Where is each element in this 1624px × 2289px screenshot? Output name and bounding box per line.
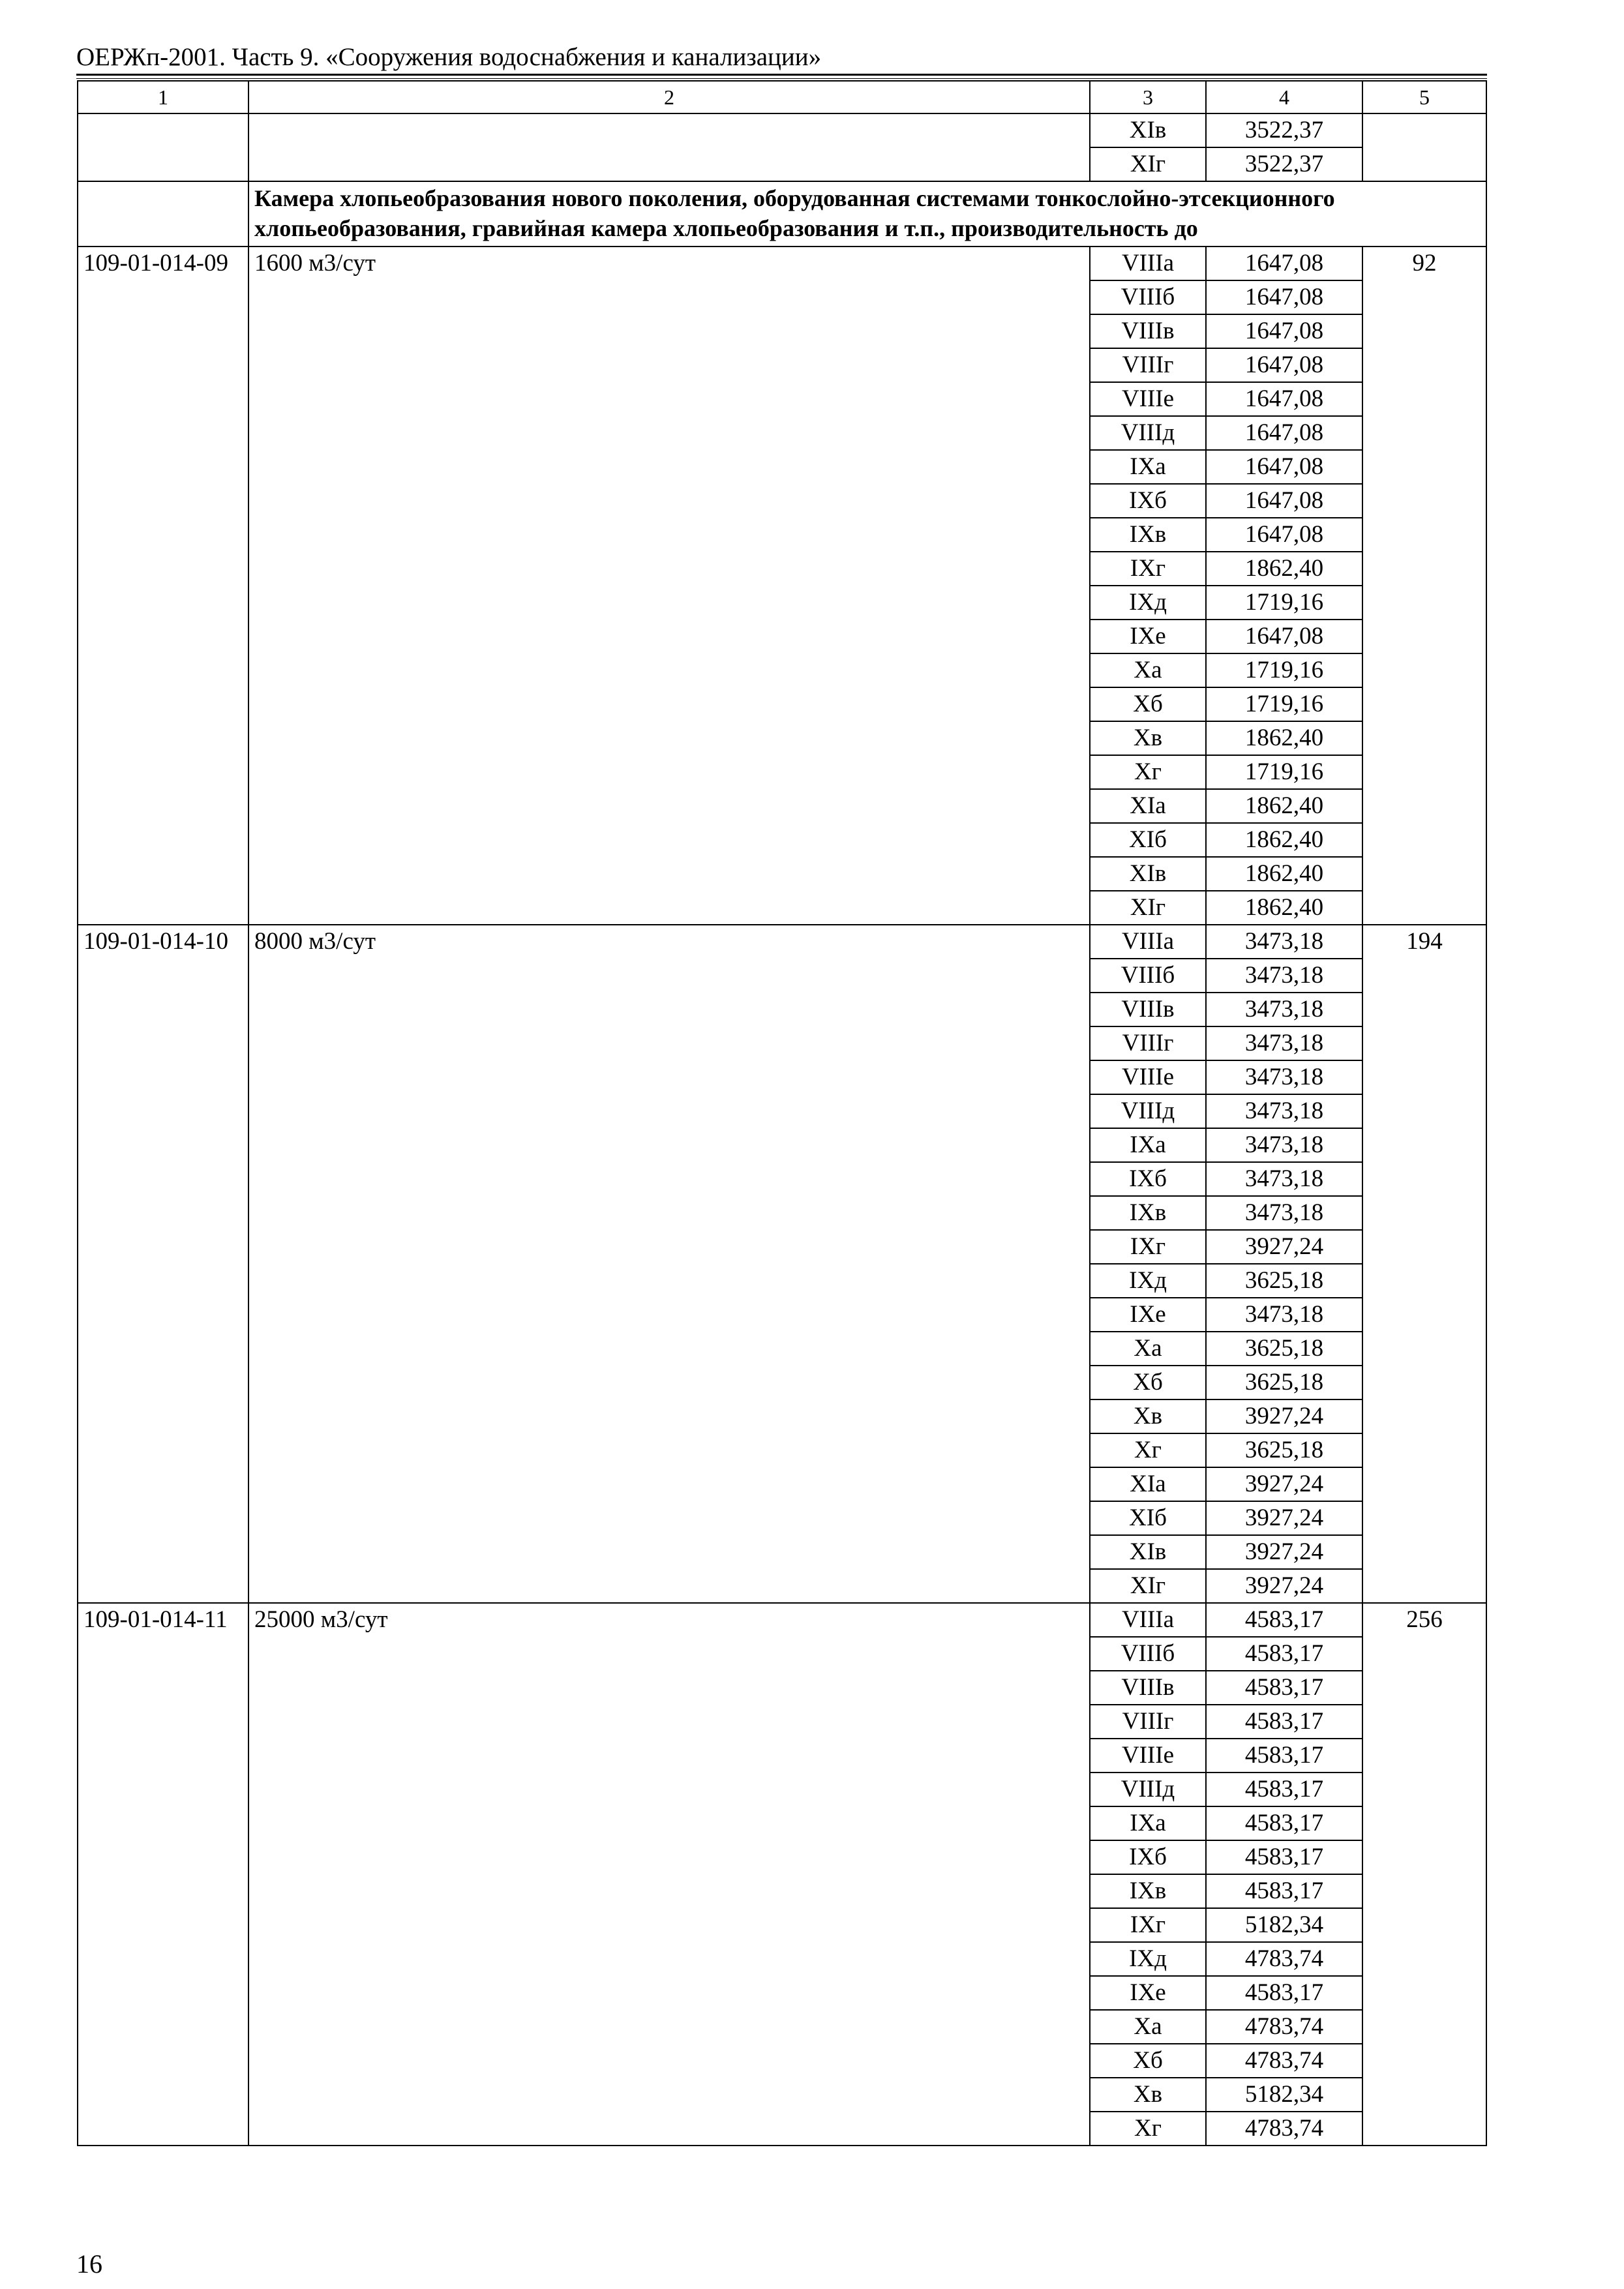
value-cell: 3927,24 xyxy=(1206,1569,1362,1603)
value-cell: 4583,17 xyxy=(1206,1739,1362,1773)
value-cell: 1862,40 xyxy=(1206,789,1362,823)
zone-cell: IXб xyxy=(1090,1840,1206,1874)
zone-cell: Xг xyxy=(1090,755,1206,789)
zone-cell: VIIIа xyxy=(1090,247,1206,280)
value-cell: 1647,08 xyxy=(1206,314,1362,348)
zone-cell: VIIIв xyxy=(1090,314,1206,348)
value-cell: 1647,08 xyxy=(1206,382,1362,416)
zone-cell: Xг xyxy=(1090,2112,1206,2146)
zone-cell: IXв xyxy=(1090,1196,1206,1230)
value-cell: 4783,74 xyxy=(1206,2010,1362,2044)
value-cell: 1647,08 xyxy=(1206,348,1362,382)
zone-cell: Xб xyxy=(1090,1366,1206,1399)
section-code-cell xyxy=(78,181,248,247)
value-cell: 4583,17 xyxy=(1206,1806,1362,1840)
zone-cell: IXе xyxy=(1090,620,1206,653)
header-rule-thin xyxy=(76,78,1487,79)
zone-cell: Xа xyxy=(1090,2010,1206,2044)
value-cell: 1647,08 xyxy=(1206,416,1362,450)
value-cell: 1647,08 xyxy=(1206,620,1362,653)
value-cell: 3473,18 xyxy=(1206,1162,1362,1196)
value-cell: 3927,24 xyxy=(1206,1501,1362,1535)
description-cell: 8000 м3/сут xyxy=(248,925,1090,1603)
table-row xyxy=(78,1603,1486,1637)
value-cell: 3625,18 xyxy=(1206,1264,1362,1298)
zone-cell: XIг xyxy=(1090,147,1206,181)
value-cell: 1647,08 xyxy=(1206,247,1362,280)
value-cell: 3522,37 xyxy=(1206,113,1362,147)
value-cell: 3473,18 xyxy=(1206,959,1362,993)
value-cell: 5182,34 xyxy=(1206,1908,1362,1942)
rates-table xyxy=(77,80,1487,2146)
zone-cell: VIIIб xyxy=(1090,280,1206,314)
zone-cell: VIIIа xyxy=(1090,1603,1206,1637)
zone-cell: Xв xyxy=(1090,721,1206,755)
header-rule xyxy=(76,74,1487,76)
column-number-3: 3 xyxy=(1090,81,1206,113)
value-cell: 1647,08 xyxy=(1206,484,1362,518)
value-cell: 1719,16 xyxy=(1206,653,1362,687)
value-cell: 3473,18 xyxy=(1206,1298,1362,1332)
description-cell xyxy=(248,113,1090,181)
zone-cell: IXа xyxy=(1090,1806,1206,1840)
value-cell: 3927,24 xyxy=(1206,1535,1362,1569)
value-cell: 4783,74 xyxy=(1206,2044,1362,2078)
zone-cell: IXб xyxy=(1090,1162,1206,1196)
value-cell: 4583,17 xyxy=(1206,1705,1362,1739)
zone-cell: IXв xyxy=(1090,1874,1206,1908)
zone-cell: XIв xyxy=(1090,1535,1206,1569)
value-cell: 4583,17 xyxy=(1206,1671,1362,1705)
zone-cell: Xг xyxy=(1090,1433,1206,1467)
value-cell: 1862,40 xyxy=(1206,891,1362,925)
zone-cell: VIIIб xyxy=(1090,1637,1206,1671)
zone-cell: Xб xyxy=(1090,687,1206,721)
value-cell: 3473,18 xyxy=(1206,993,1362,1026)
value-cell: 1719,16 xyxy=(1206,687,1362,721)
zone-cell: VIIIд xyxy=(1090,1773,1206,1806)
value-cell: 3625,18 xyxy=(1206,1433,1362,1467)
zone-cell: VIIIв xyxy=(1090,1671,1206,1705)
table-row xyxy=(78,925,1486,959)
value-cell: 1862,40 xyxy=(1206,823,1362,857)
table-row xyxy=(78,247,1486,280)
value-cell: 3473,18 xyxy=(1206,1094,1362,1128)
value-cell: 1862,40 xyxy=(1206,552,1362,586)
table-header-row xyxy=(78,81,1486,113)
value-cell: 3927,24 xyxy=(1206,1230,1362,1264)
value-cell: 1719,16 xyxy=(1206,755,1362,789)
zone-cell: IXа xyxy=(1090,450,1206,484)
zone-cell: Xа xyxy=(1090,1332,1206,1366)
zone-cell: XIг xyxy=(1090,1569,1206,1603)
col5-cell: 256 xyxy=(1362,1603,1486,2146)
value-cell: 3625,18 xyxy=(1206,1332,1362,1366)
zone-cell: IXг xyxy=(1090,1908,1206,1942)
value-cell: 1647,08 xyxy=(1206,450,1362,484)
zone-cell: XIв xyxy=(1090,113,1206,147)
value-cell: 3625,18 xyxy=(1206,1366,1362,1399)
col5-cell xyxy=(1362,113,1486,181)
value-cell: 3522,37 xyxy=(1206,147,1362,181)
page-number: 16 xyxy=(76,2249,102,2279)
zone-cell: IXг xyxy=(1090,1230,1206,1264)
value-cell: 3473,18 xyxy=(1206,1026,1362,1060)
page-header-title: ОЕРЖп-2001. Часть 9. «Сооружения водоснабжения и канализации» xyxy=(76,43,822,71)
zone-cell: XIа xyxy=(1090,789,1206,823)
code-cell: 109-01-014-10 xyxy=(78,925,248,1603)
zone-cell: XIб xyxy=(1090,823,1206,857)
value-cell: 3927,24 xyxy=(1206,1467,1362,1501)
section-title: Камера хлопьеобразования нового поколения, оборудованная системами тонкослойно-этсекционного хлопьеобразования, гравийная камера хлопьеобразования и т.п., производительность до xyxy=(248,181,1486,247)
value-cell: 4583,17 xyxy=(1206,1637,1362,1671)
zone-cell: VIIIв xyxy=(1090,993,1206,1026)
code-cell: 109-01-014-09 xyxy=(78,247,248,925)
value-cell: 1862,40 xyxy=(1206,857,1362,891)
zone-cell: VIIIд xyxy=(1090,416,1206,450)
value-cell: 1647,08 xyxy=(1206,280,1362,314)
value-cell: 1862,40 xyxy=(1206,721,1362,755)
col5-cell: 92 xyxy=(1362,247,1486,925)
code-cell: 109-01-014-11 xyxy=(78,1603,248,2146)
zone-cell: XIа xyxy=(1090,1467,1206,1501)
value-cell: 4583,17 xyxy=(1206,1874,1362,1908)
value-cell: 3927,24 xyxy=(1206,1399,1362,1433)
zone-cell: VIIIб xyxy=(1090,959,1206,993)
column-number-2: 2 xyxy=(248,81,1090,113)
zone-cell: IXд xyxy=(1090,586,1206,620)
value-cell: 4583,17 xyxy=(1206,1603,1362,1637)
value-cell: 3473,18 xyxy=(1206,1060,1362,1094)
zone-cell: Xа xyxy=(1090,653,1206,687)
zone-cell: IXв xyxy=(1090,518,1206,552)
value-cell: 4783,74 xyxy=(1206,2112,1362,2146)
zone-cell: VIIIе xyxy=(1090,1739,1206,1773)
zone-cell: IXб xyxy=(1090,484,1206,518)
table-row xyxy=(78,113,1486,147)
column-number-4: 4 xyxy=(1206,81,1362,113)
value-cell: 3473,18 xyxy=(1206,1128,1362,1162)
zone-cell: VIIIе xyxy=(1090,1060,1206,1094)
value-cell: 4583,17 xyxy=(1206,1840,1362,1874)
column-number-1: 1 xyxy=(78,81,248,113)
value-cell: 4583,17 xyxy=(1206,1773,1362,1806)
zone-cell: XIг xyxy=(1090,891,1206,925)
zone-cell: XIб xyxy=(1090,1501,1206,1535)
section-title-row xyxy=(78,181,1486,247)
value-cell: 4583,17 xyxy=(1206,1976,1362,2010)
zone-cell: Xв xyxy=(1090,1399,1206,1433)
zone-cell: VIIIе xyxy=(1090,382,1206,416)
zone-cell: IXе xyxy=(1090,1976,1206,2010)
description-cell: 1600 м3/сут xyxy=(248,247,1090,925)
zone-cell: IXа xyxy=(1090,1128,1206,1162)
value-cell: 3473,18 xyxy=(1206,1196,1362,1230)
zone-cell: VIIIд xyxy=(1090,1094,1206,1128)
zone-cell: VIIIг xyxy=(1090,1705,1206,1739)
value-cell: 1719,16 xyxy=(1206,586,1362,620)
col5-cell: 194 xyxy=(1362,925,1486,1603)
code-cell xyxy=(78,113,248,181)
zone-cell: Xв xyxy=(1090,2078,1206,2112)
zone-cell: Xб xyxy=(1090,2044,1206,2078)
zone-cell: IXд xyxy=(1090,1264,1206,1298)
value-cell: 5182,34 xyxy=(1206,2078,1362,2112)
description-cell: 25000 м3/сут xyxy=(248,1603,1090,2146)
value-cell: 1647,08 xyxy=(1206,518,1362,552)
zone-cell: VIIIг xyxy=(1090,348,1206,382)
value-cell: 3473,18 xyxy=(1206,925,1362,959)
value-cell: 4783,74 xyxy=(1206,1942,1362,1976)
zone-cell: XIв xyxy=(1090,857,1206,891)
zone-cell: VIIIг xyxy=(1090,1026,1206,1060)
zone-cell: IXе xyxy=(1090,1298,1206,1332)
zone-cell: VIIIа xyxy=(1090,925,1206,959)
zone-cell: IXд xyxy=(1090,1942,1206,1976)
column-number-5: 5 xyxy=(1362,81,1486,113)
zone-cell: IXг xyxy=(1090,552,1206,586)
